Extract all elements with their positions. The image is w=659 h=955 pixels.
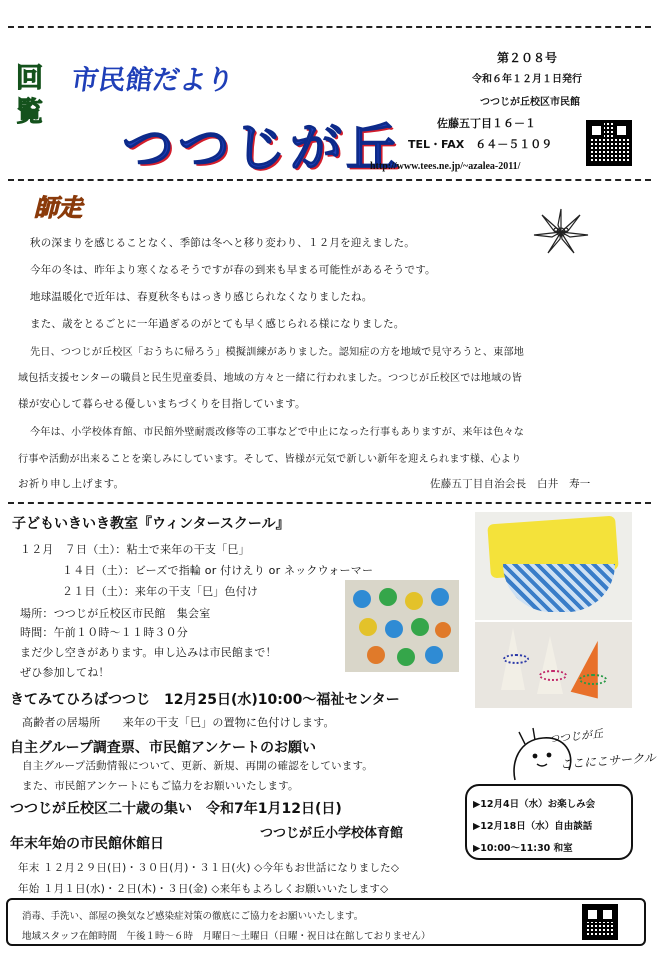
side-title-char-1: 回 <box>16 63 43 94</box>
issue-date: 令和６年１２月１日発行 <box>472 74 582 85</box>
school-item-3: ２１日（土）：来年の干支「巳」色付け <box>62 585 259 598</box>
intro-line-8: 今年は、小学校体育館、市民館外壁耐震改修等の工事などで中止になった行事もありますが、来年は色々な <box>30 427 525 438</box>
circle-box <box>465 784 633 860</box>
masthead <box>0 28 659 179</box>
side-title-char-2: 覧 <box>16 97 43 128</box>
header-divider <box>8 179 651 181</box>
footer-notice <box>6 898 646 946</box>
school-place: 場所：つつじが丘校区市民館 集会室 <box>20 607 211 620</box>
intro-signature: 佐藤五丁目自治会長 白井 寿一 <box>430 478 591 490</box>
ceremony-heading: つつじが丘校区二十歳の集い 令和7年1月12日(日) <box>10 801 342 817</box>
hiroba-text: 高齢者の居場所 来年の干支「巳」の置物に色付けします。 <box>22 716 335 729</box>
footer-line-2: 地域スタッフ在館時間 午後１時～６時 月曜日～土曜日（日曜・祝日は在館しておりません） <box>22 931 431 942</box>
poinsettia-icon <box>530 205 592 259</box>
holiday-heading: 年末年始の市民館休館日 <box>10 836 164 852</box>
intro-line-5: 先日、つつじが丘校区「おうちに帰ろう」模擬訓練がありました。認知症の方を地域で見守ろうと、東部地 <box>30 347 525 358</box>
holiday-line-1: 年末 １２月２９日(日)・３０日(月)・３１日(火) ◇今年もお世話になりました◇ <box>18 862 400 874</box>
address: 佐藤五丁目１６－１ <box>437 117 536 130</box>
issue-number: 第２０８号 <box>497 51 558 65</box>
intro-line-6: 域包括支援センターの職員と民生児童委員、地域の方々と一緒に行われました。つつじが丘校区では地域の皆 <box>18 373 522 384</box>
school-item-1: １２月 ７日（土）：粘土で来年の干支「巳」 <box>20 543 250 556</box>
school-item-2: １４日（土）：ビーズで指輪 or 付けえり or ネックウォーマー <box>62 564 374 577</box>
publisher: つつじが丘校区市民館 <box>480 97 580 108</box>
circle-item-3: ▶10:00～11:30 和室 <box>473 843 573 854</box>
intro-heading: 師走 <box>34 194 82 222</box>
intro-line-10: お祈り申し上げます。 <box>18 478 125 490</box>
website-url[interactable]: http://www.tees.ne.jp/~azalea-2011/ <box>370 161 521 172</box>
intro-line-4: また、歳をとるごとに一年過ぎるのがとても早く感じられる様になりました。 <box>30 318 405 330</box>
tel-fax: TEL・FAX ６４－５１０９ <box>408 138 553 151</box>
circle-title-2: ここにこサークル <box>559 750 657 772</box>
survey-heading: 自主グループ調査票、市民館アンケートのお願い <box>10 740 317 756</box>
qr-code-icon <box>586 120 632 166</box>
side-title <box>16 62 46 130</box>
subtitle: 市民館だより <box>69 65 236 96</box>
newsletter-title: つつじが丘 <box>122 119 403 179</box>
survey-line-1: 自主グループ活動情報について、更新、新規、再開の確認をしています。 <box>22 760 373 772</box>
school-heading: 子どもいきいき教室『ウィンタースクール』 <box>12 516 290 532</box>
survey-line-2: また、市民館アンケートにもご協力をお願いいたします。 <box>22 780 299 792</box>
circle-item-2: ▶12月18日（水）自由談話 <box>473 821 593 832</box>
ceremony-venue: つつじが丘小学校体育館 <box>260 826 404 841</box>
holiday-line-2: 年始 １月１日(水)・２日(木)・３日(金) ◇来年もよろしくお願いいたします◇ <box>18 883 389 895</box>
school-time: 時間：午前１０時～１１時３０分 <box>20 626 188 639</box>
footer-line-1: 消毒、手洗い、部屋の換気など感染症対策の徹底にご協力をお願いいたします。 <box>22 911 364 922</box>
intro-line-3: 地球温暖化で近年は、春夏秋冬もはっきり感じられなくなりましたね。 <box>30 291 373 303</box>
intro-divider <box>8 502 651 504</box>
intro-line-1: 秋の深まりを感じることなく、季節は冬へと移り変わり、１２月を迎えました。 <box>30 237 415 249</box>
intro-line-9: 行事や活動が出来ることを楽しみにしています。そして、皆様が元気で新しい新年を迎えられます様、心より <box>18 454 522 465</box>
beaded-rings-photo <box>475 622 632 708</box>
school-note-2: ぜひ参加してね！ <box>20 666 110 679</box>
circle-title-1: つつじが丘 <box>547 727 604 746</box>
hiroba-heading: きてみてひろばつつじ 12月25日(水)10:00～福祉センター <box>10 692 400 708</box>
footer-qr-code-icon <box>582 904 618 940</box>
intro-line-7: 様が安心して暮らせる優しいまちづくりを目指しています。 <box>18 398 306 410</box>
clay-snakes-photo <box>345 580 459 672</box>
circle-item-1: ▶12月4日（水）お楽しみ会 <box>473 799 596 810</box>
school-note-1: まだ少し空きがあります。申し込みは市民館まで！ <box>20 646 277 659</box>
intro-line-2: 今年の冬は、昨年より寒くなるそうですが春の到来も早まる可能性があるそうです。 <box>30 264 436 276</box>
neckwarmer-photo <box>475 512 632 620</box>
